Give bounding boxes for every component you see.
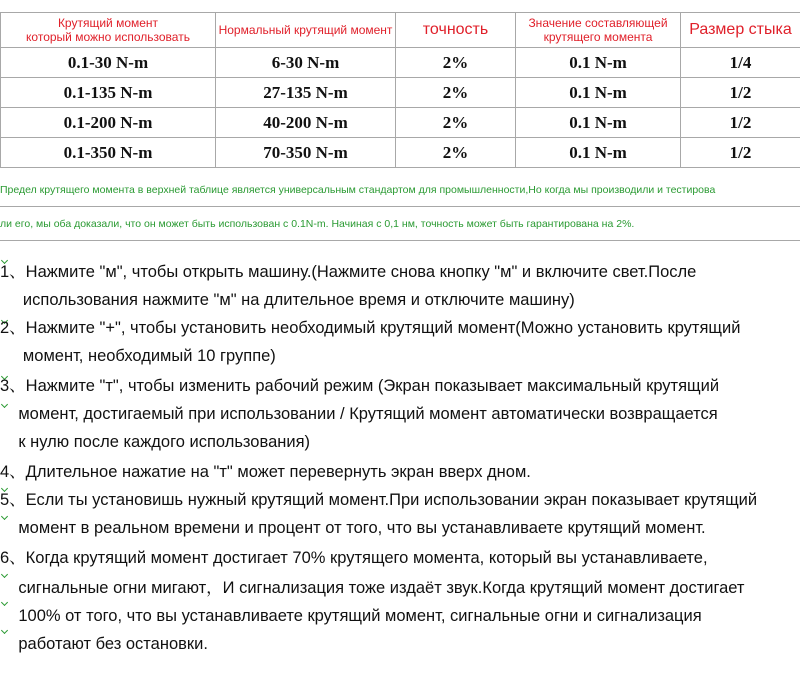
cell-accuracy: 2% (396, 138, 516, 168)
cell-joint-size: 1/4 (681, 48, 800, 78)
instruction-line: 5、Если ты установишь нужный крутящий момент.При использовании экран показывает крутящий (0, 491, 758, 509)
cell-accuracy: 2% (396, 78, 516, 108)
instruction-line: использования нажмите "м" на длительное время и отключите машину) (0, 291, 575, 309)
cell-joint-size: 1/2 (681, 108, 800, 138)
instruction-line: момент в реальном времени и процент от того, что вы устанавливаете крутящий момент. (0, 519, 706, 537)
instruction-line: сигнальные огни мигают，И сигнализация тоже издаёт звук.Когда крутящий момент достигает (0, 579, 745, 597)
instruction-line: 100% от того, что вы устанавливаете крутящий момент, сигнальные огни и сигнализация (0, 607, 702, 625)
instruction-line: 4、Длительное нажатие на "т" может перевернуть экран вверх дном. (0, 463, 531, 481)
cell-normal-torque: 70-350 N-m (216, 138, 396, 168)
cell-normal-torque: 6-30 N-m (216, 48, 396, 78)
table-row (1, 48, 800, 78)
instruction-line: работают без остановки. (0, 635, 208, 653)
cell-joint-size: 1/2 (681, 78, 800, 108)
header-normal-torque: Нормальный крутящий момент (216, 13, 396, 48)
spec-table (0, 12, 800, 168)
cell-usable-torque: 0.1-30 N-m (1, 48, 216, 78)
cell-usable-torque: 0.1-200 N-m (1, 108, 216, 138)
cell-usable-torque: 0.1-350 N-m (1, 138, 216, 168)
instruction-line: 6、Когда крутящий момент достигает 70% крутящего момента, который вы устанавливаете, (0, 549, 708, 567)
table-row (1, 108, 800, 138)
instruction-line: момент, достигаемый при использовании / Крутящий момент автоматически возвращается (0, 405, 718, 423)
note-divider (0, 206, 800, 207)
cell-usable-torque: 0.1-135 N-m (1, 78, 216, 108)
table-row (1, 138, 800, 168)
check-icon (1, 599, 8, 606)
header-component-value: Значение составляющей крутящего момента (516, 13, 681, 48)
instruction-line: момент, необходимый 10 группе) (0, 347, 276, 365)
cell-component-value: 0.1 N-m (516, 138, 681, 168)
header-joint-size: Размер стыка (681, 13, 800, 48)
cell-normal-torque: 40-200 N-m (216, 108, 396, 138)
instruction-line: 3、Нажмите "т", чтобы изменить рабочий режим (Экран показывает максимальный крутящий (0, 377, 720, 395)
note-divider (0, 240, 800, 241)
check-icon (1, 627, 8, 634)
cell-joint-size: 1/2 (681, 138, 800, 168)
cell-accuracy: 2% (396, 108, 516, 138)
instruction-line: 2、Нажмите "+", чтобы установить необходимый крутящий момент(Можно установить крутящий (0, 319, 741, 337)
header-row (1, 13, 800, 48)
note-line-1: Предел крутящего момента в верхней таблице является универсальным стандартом для промышленности,Но когда мы производили и тестирова (0, 184, 716, 196)
instruction-line: к нулю после каждого использования) (0, 433, 311, 451)
note-line-2: ли его, мы оба доказали, что он может быть использован с 0.1N-m. Начиная с 0,1 нм, точность может быть гарантирована на 2%. (0, 218, 635, 230)
cell-accuracy: 2% (396, 48, 516, 78)
check-icon (1, 571, 8, 578)
cell-component-value: 0.1 N-m (516, 48, 681, 78)
header-accuracy: точность (396, 13, 516, 48)
cell-component-value: 0.1 N-m (516, 108, 681, 138)
cell-normal-torque: 27-135 N-m (216, 78, 396, 108)
table-row (1, 78, 800, 108)
instruction-line: 1、Нажмите "м", чтобы открыть машину.(Нажмите снова кнопку "м" и включите свет.После (0, 263, 697, 281)
header-usable-torque: Крутящий момент который можно использовать (1, 13, 216, 48)
cell-component-value: 0.1 N-m (516, 78, 681, 108)
